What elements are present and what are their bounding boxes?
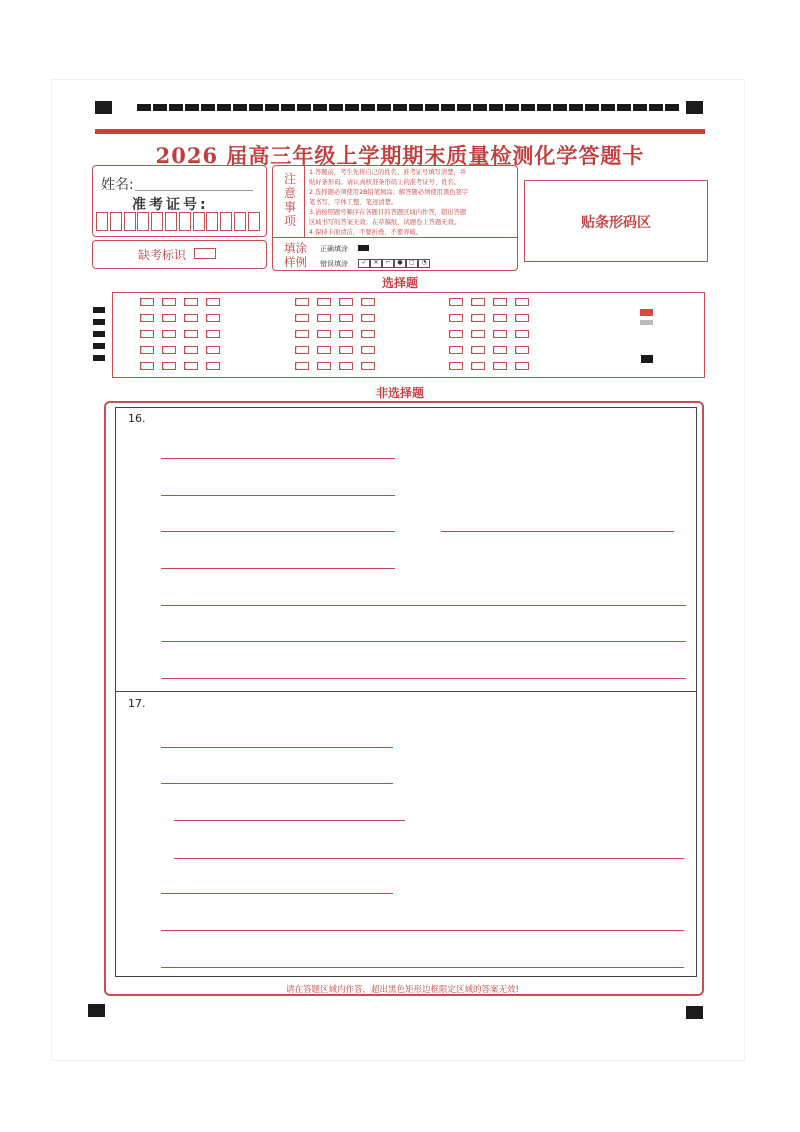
timing-mark [617,104,631,111]
choice-option-b[interactable] [317,314,331,322]
choice-option-a[interactable] [295,362,309,370]
corner-mark-bottom-right [686,1006,703,1019]
page-title: 2026 届高三年级上学期期末质量检测化学答题卡 [155,143,645,168]
timing-mark [665,104,679,111]
choice-option-b[interactable] [162,298,176,306]
exam-no-label: 准考证号: [132,197,209,213]
notice-line: 4.保持卡面清洁，不要折叠、不要弄破。 [309,229,423,236]
timing-mark [473,104,487,111]
timing-mark [249,104,263,111]
exam-no-digit-box[interactable] [137,212,149,231]
q17-box [115,691,697,977]
wrong-fill-sample: ⌐ [382,259,394,268]
notice-line: 贴好条形码。请认真核准条形码上的准考证号、姓名。 [309,179,461,186]
exam-no-digit-box[interactable] [151,212,163,231]
q16-answer-line[interactable] [161,568,395,569]
choice-option-a[interactable] [295,346,309,354]
exam-no-digit-box[interactable] [110,212,122,231]
timing-mark [169,104,183,111]
choice-option-d[interactable] [206,362,220,370]
q17-answer-line[interactable] [161,967,684,968]
absent-label: 缺考标识 [138,248,187,262]
choice-option-a[interactable] [140,298,154,306]
sheet-mark-gray [640,320,653,325]
choice-option-b[interactable] [162,362,176,370]
wrong-fill-sample: ▢ [406,259,418,268]
q16-answer-line[interactable] [161,458,395,459]
timing-mark [553,104,567,111]
choice-timing-mark [93,307,105,313]
timing-mark [521,104,535,111]
timing-mark [313,104,327,111]
timing-mark [633,104,647,111]
barcode-label: 贴条形码区 [581,215,651,231]
choice-option-b[interactable] [471,330,485,338]
timing-mark [569,104,583,111]
choice-option-b[interactable] [471,346,485,354]
choice-timing-mark [93,343,105,349]
sheet-mark-black [641,355,653,363]
wrong-fill-sample: ✕ [370,259,382,268]
notice-line: 区域书写的答案无效；在草稿纸、试题卷上答题无效。 [309,219,461,226]
choice-option-c[interactable] [339,330,353,338]
choice-option-a[interactable] [449,298,463,306]
choice-option-d[interactable] [515,298,529,306]
choice-option-c[interactable] [184,362,198,370]
q17-label: 17. [128,697,146,710]
notice-heading-divider [304,165,305,237]
choice-option-c[interactable] [339,346,353,354]
timing-mark [329,104,343,111]
choice-option-a[interactable] [295,314,309,322]
notice-line: 2.选择题必须使用2B铅笔填涂；解答题必须使用黑色签字 [309,189,469,196]
timing-mark [649,104,663,111]
notice-text [309,168,515,238]
choice-box [112,292,705,378]
timing-mark [425,104,439,111]
q16-box [115,407,697,692]
exam-no-digit-box[interactable] [248,212,260,231]
choice-option-a[interactable] [449,362,463,370]
timing-mark [409,104,423,111]
q16-answer-line[interactable] [161,495,395,496]
wrong-fill-sample: ◔ [418,259,430,268]
wrong-fill-sample: ✓ [358,259,370,268]
choice-option-c[interactable] [339,298,353,306]
choice-option-a[interactable] [140,314,154,322]
choice-option-b[interactable] [471,298,485,306]
q17-answer-line[interactable] [174,820,405,821]
timing-mark [137,104,151,111]
choice-option-a[interactable] [295,330,309,338]
timing-mark [185,104,199,111]
choice-option-c[interactable] [339,314,353,322]
exam-no-digit-box[interactable] [124,212,136,231]
timing-mark [601,104,615,111]
timing-mark [393,104,407,111]
choice-option-a[interactable] [449,330,463,338]
choice-option-b[interactable] [317,346,331,354]
choice-option-d[interactable] [361,362,375,370]
choice-option-a[interactable] [140,346,154,354]
q16-label: 16. [128,412,146,425]
choice-option-c[interactable] [184,298,198,306]
timing-mark [201,104,215,111]
q17-answer-line[interactable] [174,858,684,859]
choice-timing-mark [93,355,105,361]
choice-option-d[interactable] [515,330,529,338]
timing-mark [361,104,375,111]
timing-mark [457,104,471,111]
q17-answer-line[interactable] [161,893,393,894]
choice-option-d[interactable] [206,314,220,322]
choice-option-b[interactable] [317,298,331,306]
corner-mark-top-left [95,101,112,114]
choice-option-d[interactable] [515,346,529,354]
q17-answer-line[interactable] [161,930,684,931]
q17-answer-line[interactable] [161,747,393,748]
absent-mark-field[interactable] [194,248,216,259]
choice-option-d[interactable] [206,298,220,306]
choice-option-d[interactable] [361,346,375,354]
wrong-fill-sample: ● [394,259,406,268]
exam-no-digit-box[interactable] [193,212,205,231]
fill-example-label: 填涂样例 [284,241,307,269]
choice-option-a[interactable] [140,362,154,370]
notice-line: 3.请按照题号顺序在各题目的答题区域内作答，超出答题 [309,209,467,216]
timing-mark [489,104,503,111]
choice-option-b[interactable] [162,330,176,338]
choice-option-c[interactable] [493,362,507,370]
q16-answer-line[interactable] [161,641,686,642]
choice-option-c[interactable] [493,298,507,306]
q16-answer-line[interactable] [161,605,686,606]
choice-option-c[interactable] [493,314,507,322]
name-label: 姓名: [101,177,134,193]
exam-no-digit-box[interactable] [179,212,191,231]
exam-no-digit-box[interactable] [220,212,232,231]
exam-no-digit-box[interactable] [165,212,177,231]
timing-mark [585,104,599,111]
q17-answer-line[interactable] [161,783,393,784]
choice-option-a[interactable] [449,314,463,322]
corner-mark-top-right [686,101,703,114]
choice-option-b[interactable] [317,362,331,370]
exam-no-digit-box[interactable] [234,212,246,231]
choice-option-b[interactable] [471,362,485,370]
notice-heading: 注意事项 [284,172,297,228]
exam-no-digit-box[interactable] [206,212,218,231]
q16-answer-line-extra[interactable] [441,531,674,532]
nonchoice-section-title: 非选择题 [375,386,424,400]
choice-option-d[interactable] [206,330,220,338]
name-field[interactable] [135,190,253,191]
timing-mark [265,104,279,111]
timing-mark [233,104,247,111]
choice-option-c[interactable] [184,346,198,354]
sheet-mark-red [640,309,653,316]
choice-option-b[interactable] [162,346,176,354]
wrong-fill-label: 错误填涂 [320,260,348,268]
title-bar [95,129,705,134]
choice-option-a[interactable] [140,330,154,338]
choice-option-d[interactable] [361,298,375,306]
timing-mark [297,104,311,111]
q16-answer-line[interactable] [161,531,395,532]
choice-timing-mark [93,319,105,325]
correct-fill-sample [358,245,369,251]
choice-option-d[interactable] [515,314,529,322]
choice-option-c[interactable] [493,346,507,354]
timing-mark [281,104,295,111]
choice-option-b[interactable] [317,330,331,338]
choice-option-c[interactable] [493,330,507,338]
timing-mark [217,104,231,111]
notice-line: 笔书写，字体工整、笔迹清楚。 [309,199,398,206]
timing-mark [441,104,455,111]
choice-section-title: 选择题 [381,276,418,290]
exam-no-digit-box[interactable] [96,212,108,231]
choice-option-a[interactable] [449,346,463,354]
timing-mark [505,104,519,111]
choice-option-c[interactable] [339,362,353,370]
timing-mark [377,104,391,111]
corner-mark-bottom-left [88,1004,105,1017]
choice-option-a[interactable] [295,298,309,306]
timing-mark [345,104,359,111]
timing-mark [537,104,551,111]
choice-option-d[interactable] [206,346,220,354]
timing-mark [153,104,167,111]
choice-option-d[interactable] [361,330,375,338]
choice-option-d[interactable] [515,362,529,370]
notice-line: 1.答题前，考生先将自己的姓名、准考证号填写清楚，并 [309,169,467,176]
choice-timing-mark [93,331,105,337]
choice-option-b[interactable] [162,314,176,322]
choice-option-b[interactable] [471,314,485,322]
correct-fill-label: 正确填涂 [320,245,348,253]
choice-option-d[interactable] [361,314,375,322]
footer-warning: 请在答题区域内作答，超出黑色矩形边框限定区域的答案无效! [286,985,519,995]
choice-option-c[interactable] [184,314,198,322]
choice-option-c[interactable] [184,330,198,338]
q16-answer-line[interactable] [161,678,686,679]
